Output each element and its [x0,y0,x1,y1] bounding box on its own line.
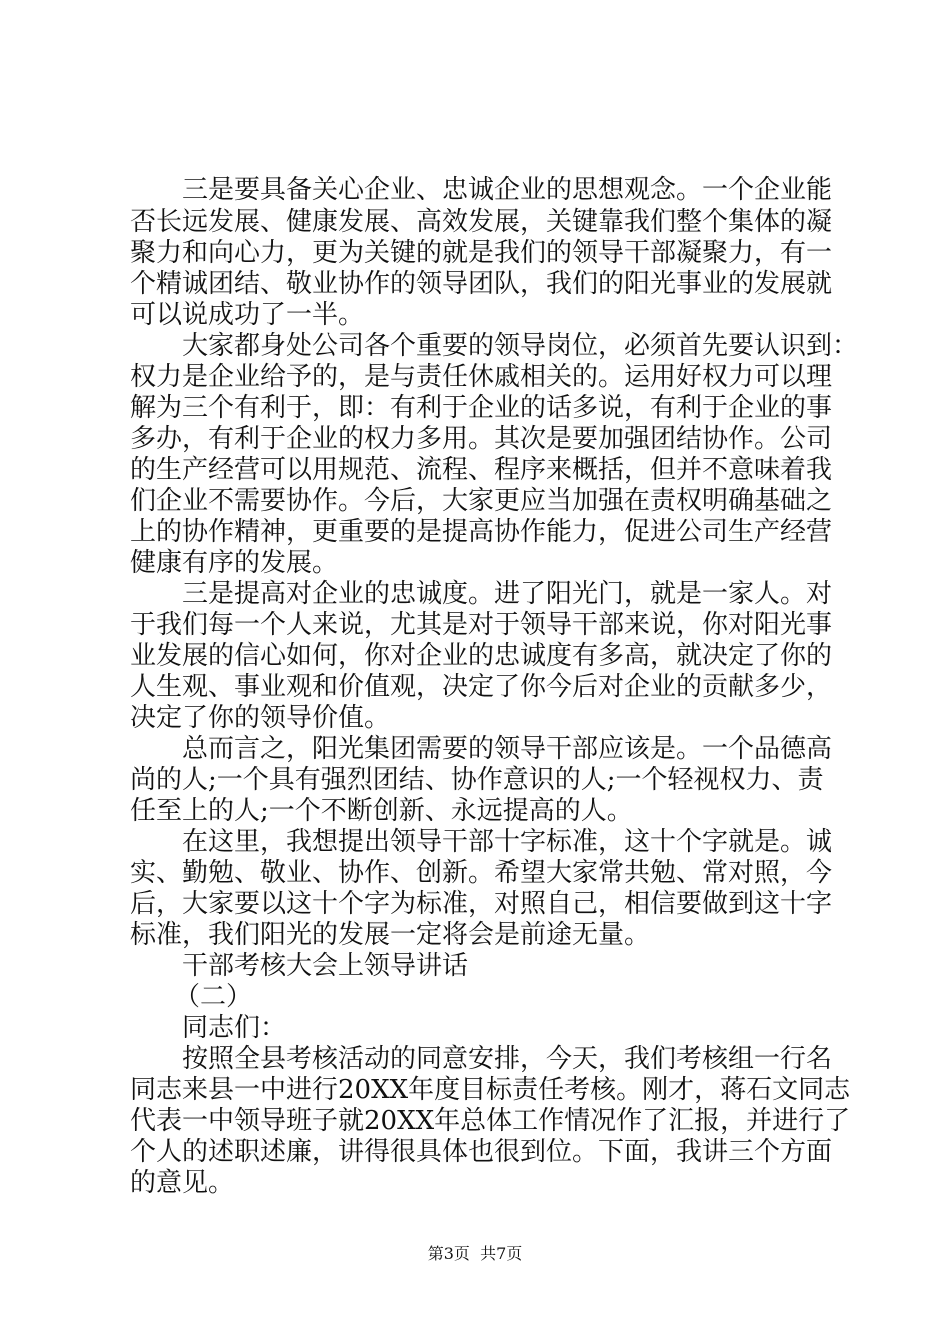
section-number: （二） [174,982,253,1012]
text-line: 个人的述职述廉，讲得很具体也很到位。下面，我讲三个方面 [130,1137,833,1167]
text-line: 总而言之，阳光集团需要的领导干部应该是。一个品德高 [182,734,833,764]
text-line: 可以说成功了一半。 [130,300,365,330]
text-line: 在这里，我想提出领导干部十字标准，这十个字就是。诚 [182,827,833,857]
text-line: 三是提高对企业的忠诚度。进了阳光门，就是一家人。对 [182,579,833,609]
text-line: 的生产经营可以用规范、流程、程序来概括，但并不意味着我 [130,455,833,485]
text-line: 后，大家要以这十个字为标准，对照自己，相信要做到这十字 [130,889,833,919]
text-line: 同志来县一中进行20XX年度目标责任考核。刚才，蒋石文同志 [130,1075,851,1105]
text-line: 解为三个有利于，即：有利于企业的话多说，有利于企业的事 [130,393,833,423]
page-footer: 第3页 共7页 [427,1244,523,1263]
text-line: 权力是企业给予的，是与责任休戚相关的。运用好权力可以理 [130,362,833,392]
salutation: 同志们： [182,1013,287,1043]
text-line: 的意见。 [130,1168,235,1198]
text-line: 代表一中领导班子就20XX年总体工作情况作了汇报，并进行了 [130,1106,851,1136]
text-line: 否长远发展、健康发展、高效发展，关键靠我们整个集体的凝 [130,207,833,237]
text-line: 三是要具备关心企业、忠诚企业的思想观念。一个企业能 [182,175,833,205]
text-line: 任至上的人;一个不断创新、永远提高的人。 [130,796,633,826]
text-line: 标准，我们阳光的发展一定将会是前途无量。 [130,920,651,950]
text-line: 上的协作精神，更重要的是提高协作能力，促进公司生产经营 [130,517,833,547]
text-line: 聚力和向心力，更为关键的就是我们的领导干部凝聚力，有一 [130,238,833,268]
section-title: 干部考核大会上领导讲话 [182,951,469,981]
text-line: 按照全县考核活动的同意安排，今天，我们考核组一行名 [182,1044,833,1074]
text-line: 实、勤勉、敬业、协作、创新。希望大家常共勉、常对照，今 [130,858,833,888]
text-line: 业发展的信心如何，你对企业的忠诚度有多高，就决定了你的 [130,641,833,671]
text-line: 尚的人;一个具有强烈团结、协作意识的人;一个轻视权力、责 [130,765,824,795]
text-line: 多办，有利于企业的权力多用。其次是要加强团结协作。公司 [130,424,833,454]
text-line: 决定了你的领导价值。 [130,703,391,733]
text-line: 于我们每一个人来说，尤其是对于领导干部来说，你对阳光事 [130,610,833,640]
text-line: 个精诚团结、敬业协作的领导团队，我们的阳光事业的发展就 [130,269,833,299]
text-line: 人生观、事业观和价值观，决定了你今后对企业的贡献多少， [130,672,833,702]
text-line: 健康有序的发展。 [130,548,339,578]
text-line: 大家都身处公司各个重要的领导岗位，必须首先要认识到： [182,331,859,361]
text-line: 们企业不需要协作。今后，大家更应当加强在责权明确基础之 [130,486,833,516]
